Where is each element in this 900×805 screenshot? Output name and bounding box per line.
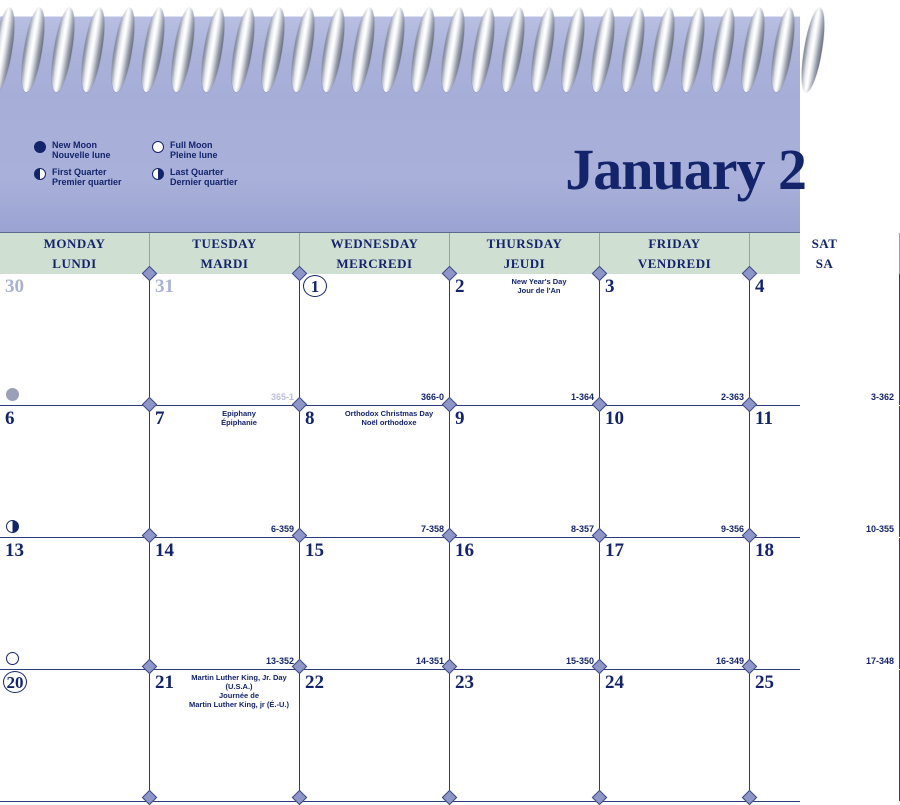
day-number: 10 xyxy=(605,408,624,429)
day-header-friday xyxy=(600,233,750,275)
day-event-line: (U.S.A.) xyxy=(225,682,253,691)
calendar-grid xyxy=(0,274,894,800)
new-moon-icon xyxy=(34,141,46,153)
legend-last-quarter-en: Last Quarter xyxy=(170,167,224,177)
spiral-coil xyxy=(647,8,678,92)
calendar-day-cell[interactable] xyxy=(750,406,900,537)
day-number: 25 xyxy=(755,672,774,693)
day-event-line: Noël orthodoxe xyxy=(361,418,417,427)
calendar-day-cell[interactable] xyxy=(0,274,150,405)
day-number: 23 xyxy=(455,672,474,693)
day-header-sat xyxy=(750,233,900,275)
spiral-binding xyxy=(0,0,800,100)
spiral-coil xyxy=(767,8,798,92)
spiral-coil xyxy=(707,8,738,92)
julian-day-count: 6-359 xyxy=(270,524,294,534)
day-header-fr: LUNDI xyxy=(52,256,97,271)
legend-full-moon-en: Full Moon xyxy=(170,140,213,150)
legend-first-quarter-fr: Premier quartier xyxy=(52,177,122,187)
day-number: 4 xyxy=(755,276,765,297)
spiral-coil xyxy=(377,8,408,92)
legend-item-new-moon xyxy=(34,140,152,160)
calendar-day-cell[interactable] xyxy=(150,538,300,669)
spiral-coil xyxy=(287,8,318,92)
calendar-day-cell[interactable] xyxy=(450,274,600,405)
julian-day-count: 366-0 xyxy=(420,392,444,402)
spiral-coil xyxy=(797,8,828,92)
day-number: 21 xyxy=(155,672,174,693)
day-number: 13 xyxy=(5,540,24,561)
spiral-coil xyxy=(467,8,498,92)
spiral-coil xyxy=(77,8,108,92)
day-event-label xyxy=(183,409,295,427)
spiral-coils xyxy=(0,8,800,94)
day-event-line: New Year's Day xyxy=(511,277,567,286)
day-number: 2 xyxy=(455,276,465,297)
day-header-thursday xyxy=(450,233,600,275)
spiral-coil xyxy=(527,8,558,92)
julian-day-count: 1-364 xyxy=(570,392,594,402)
day-number: 6 xyxy=(5,408,15,429)
julian-day-count: 9-356 xyxy=(720,524,744,534)
day-number: 18 xyxy=(755,540,774,561)
spiral-coil xyxy=(227,8,258,92)
spiral-coil xyxy=(557,8,588,92)
julian-day-count: 17-348 xyxy=(865,656,894,666)
spiral-coil xyxy=(107,8,138,92)
legend-full-moon-fr: Pleine lune xyxy=(170,150,218,160)
spiral-coil xyxy=(197,8,228,92)
legend-item-full-moon xyxy=(152,140,270,160)
spiral-coil xyxy=(737,8,768,92)
day-event-line: Épiphanie xyxy=(221,418,257,427)
first-quarter-moon-icon xyxy=(34,168,46,180)
moon-phase-legend xyxy=(34,140,334,194)
calendar-day-cell[interactable] xyxy=(600,274,750,405)
spiral-coil xyxy=(0,8,19,92)
full-moon-icon xyxy=(6,652,19,665)
day-number: 20 xyxy=(3,671,27,693)
julian-day-count: 10-355 xyxy=(865,524,894,534)
day-number: 11 xyxy=(755,408,773,429)
julian-day-count: 14-351 xyxy=(415,656,444,666)
spiral-coil xyxy=(437,8,468,92)
day-header-tuesday xyxy=(150,233,300,275)
calendar-day-cell[interactable] xyxy=(150,406,300,537)
day-event-label xyxy=(183,673,295,709)
calendar-week xyxy=(0,538,894,670)
calendar-day-cell[interactable] xyxy=(0,670,150,801)
day-event-label xyxy=(483,277,595,295)
last-moon-icon xyxy=(6,520,19,533)
day-event-line: Journée de xyxy=(218,691,259,700)
day-number: 24 xyxy=(605,672,624,693)
day-number: 14 xyxy=(155,540,174,561)
calendar-day-cell[interactable] xyxy=(600,406,750,537)
day-header-fr: VENDREDI xyxy=(637,256,712,271)
day-number: 8 xyxy=(305,408,315,429)
julian-day-count: 2-363 xyxy=(720,392,744,402)
julian-day-count: 8-357 xyxy=(570,524,594,534)
calendar-day-cell[interactable] xyxy=(300,274,450,405)
day-header-en: TUESDAY xyxy=(192,236,257,251)
spiral-coil xyxy=(17,8,48,92)
calendar-day-cell[interactable] xyxy=(150,274,300,405)
legend-new-moon-en: New Moon xyxy=(52,140,97,150)
day-number: 22 xyxy=(305,672,324,693)
calendar-day-cell[interactable] xyxy=(300,406,450,537)
day-event-label xyxy=(333,409,445,427)
day-number: 3 xyxy=(605,276,615,297)
day-event-line: Epiphany xyxy=(222,409,256,418)
spiral-coil xyxy=(497,8,528,92)
day-header-en: THURSDAY xyxy=(486,236,563,251)
calendar-week xyxy=(0,670,800,802)
spiral-coil xyxy=(257,8,288,92)
spiral-coil xyxy=(617,8,648,92)
spiral-coil xyxy=(47,8,78,92)
day-event-line: Orthodox Christmas Day xyxy=(344,409,434,418)
day-header-fr: JEUDI xyxy=(503,256,546,271)
calendar-day-cell[interactable] xyxy=(300,670,450,801)
calendar-day-cell[interactable] xyxy=(0,406,150,537)
spiral-coil xyxy=(137,8,168,92)
calendar-day-cell[interactable] xyxy=(600,670,750,801)
calendar-day-cell[interactable] xyxy=(0,538,150,669)
julian-day-count: 7-358 xyxy=(420,524,444,534)
calendar-day-cell[interactable] xyxy=(600,538,750,669)
julian-day-count: 3-362 xyxy=(870,392,894,402)
day-header-fr: MERCREDI xyxy=(336,256,413,271)
day-number: 15 xyxy=(305,540,324,561)
last-quarter-moon-icon xyxy=(152,168,164,180)
legend-item-last-quarter xyxy=(152,167,270,187)
full-moon-icon xyxy=(152,141,164,153)
calendar-day-cell[interactable] xyxy=(750,274,900,405)
julian-day-count: 365-1 xyxy=(270,392,294,402)
julian-day-count: 13-352 xyxy=(265,656,294,666)
day-number: 1 xyxy=(303,275,327,297)
calendar-day-cell[interactable] xyxy=(150,670,300,801)
day-number: 7 xyxy=(155,408,165,429)
day-number: 9 xyxy=(455,408,465,429)
new-moon-icon xyxy=(6,388,19,401)
spiral-coil xyxy=(407,8,438,92)
day-number: 16 xyxy=(455,540,474,561)
calendar-day-cell[interactable] xyxy=(450,670,600,801)
spiral-coil xyxy=(167,8,198,92)
day-header-en: SAT xyxy=(811,236,838,251)
calendar-day-cell[interactable] xyxy=(750,670,900,801)
calendar-day-cell[interactable] xyxy=(750,538,900,669)
day-header-monday xyxy=(0,233,150,275)
legend-first-quarter-en: First Quarter xyxy=(52,167,107,177)
legend-new-moon-fr: Nouvelle lune xyxy=(52,150,111,160)
spiral-coil xyxy=(587,8,618,92)
spiral-coil xyxy=(317,8,348,92)
day-of-week-header xyxy=(0,232,838,276)
legend-last-quarter-fr: Dernier quartier xyxy=(170,177,238,187)
day-header-wednesday xyxy=(300,233,450,275)
day-event-line: Jour de l'An xyxy=(517,286,561,295)
calendar-week xyxy=(0,274,894,406)
day-event-line: Martin Luther King, Jr. Day xyxy=(191,673,287,682)
spiral-coil xyxy=(677,8,708,92)
calendar-day-cell[interactable] xyxy=(450,406,600,537)
month-title: January 2 xyxy=(565,137,806,202)
day-number: 17 xyxy=(605,540,624,561)
calendar-week xyxy=(0,406,894,538)
day-number: 30 xyxy=(5,276,24,297)
day-number: 31 xyxy=(155,276,174,297)
day-header-fr: SA xyxy=(815,256,834,271)
julian-day-count: 16-349 xyxy=(715,656,744,666)
day-event-line: Martin Luther King, jr (É.-U.) xyxy=(189,700,289,709)
day-header-en: FRIDAY xyxy=(648,236,701,251)
julian-day-count: 15-350 xyxy=(565,656,594,666)
calendar-day-cell[interactable] xyxy=(450,538,600,669)
day-header-fr: MARDI xyxy=(200,256,249,271)
day-header-en: MONDAY xyxy=(43,236,106,251)
calendar-day-cell[interactable] xyxy=(300,538,450,669)
legend-item-first-quarter xyxy=(34,167,152,187)
day-header-en: WEDNESDAY xyxy=(330,236,419,251)
spiral-coil xyxy=(347,8,378,92)
